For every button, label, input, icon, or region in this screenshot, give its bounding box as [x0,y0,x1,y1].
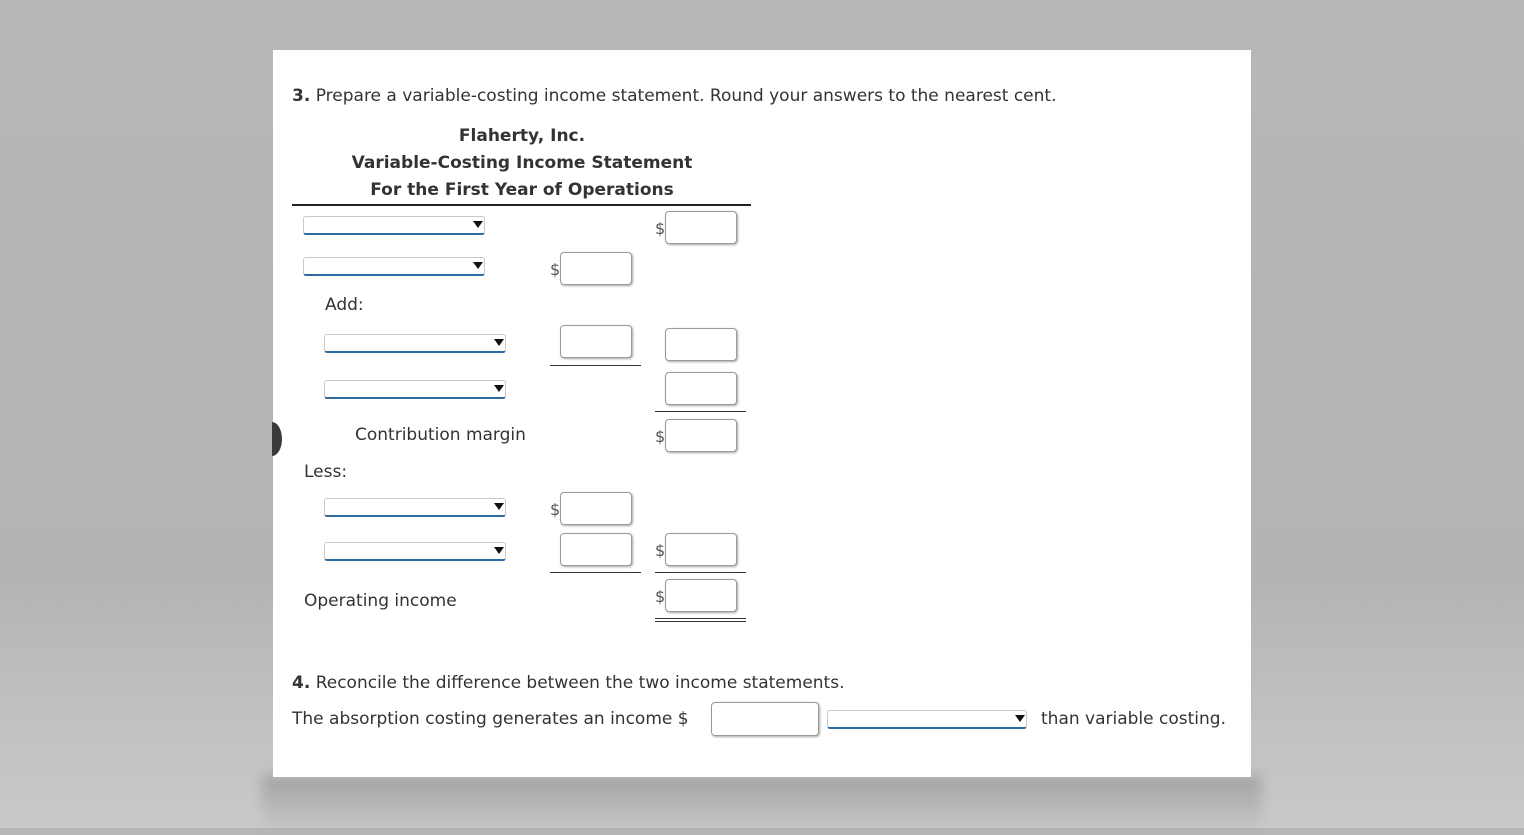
operating-income-input[interactable] [665,579,737,612]
contribution-margin-dollar-sign: $ [655,427,666,446]
question-3-text: Prepare a variable-costing income statement. Round your answers to the nearest cent. [315,86,1057,106]
chevron-down-icon [494,503,504,510]
row3-amount-input[interactable] [560,325,632,358]
row6-total-input[interactable] [665,533,737,566]
chevron-down-icon [494,385,504,392]
chevron-down-icon [494,339,504,346]
contribution-margin-input[interactable] [665,419,737,452]
chevron-down-icon [473,221,483,228]
company-name: Flaherty, Inc. [458,126,586,146]
statement-title: Variable-Costing Income Statement [351,153,693,173]
question-3-prompt [292,86,1056,106]
less-label: Less: [304,462,348,482]
question-4-prompt [292,673,844,693]
row6-account-select[interactable] [324,542,506,561]
row6-underline [550,572,641,573]
question-4-text: Reconcile the difference between the two income statements. [315,673,845,693]
reconcile-sentence-prefix [292,709,689,729]
add-label: Add: [325,295,364,315]
side-handle [262,422,282,456]
contribution-margin-label: Contribution margin [355,425,526,445]
reconcile-amount-input[interactable] [711,702,819,736]
operating-income-label: Operating income [304,591,457,611]
row1-account-select[interactable] [303,216,485,235]
row2-amount-input[interactable] [560,252,632,285]
chevron-down-icon [494,547,504,554]
row4-underline [655,411,746,412]
operating-income-double-underline [655,618,746,622]
question-3-number: 3. [292,86,311,106]
row6-total-underline [655,572,746,573]
row4-total-input[interactable] [665,372,737,405]
row1-total-input[interactable] [665,211,737,244]
statement-period: For the First Year of Operations [370,180,674,200]
chevron-down-icon [1015,715,1025,722]
reconcile-prefix-text: The absorption costing generates an income [292,709,673,729]
chevron-down-icon [473,262,483,269]
header-rule [292,204,751,206]
row5-dollar-sign: $ [550,500,561,519]
row4-account-select[interactable] [324,380,506,399]
row6-amount-input[interactable] [560,533,632,566]
row3-total-input[interactable] [665,328,737,361]
panel-shadow [262,775,1262,835]
reconcile-dollar-sign: $ [677,709,689,729]
row2-dollar-sign: $ [550,260,561,279]
row1-dollar-sign: $ [655,219,666,238]
row6-dollar-sign: $ [655,541,666,560]
reconcile-direction-select[interactable] [827,710,1027,729]
row2-account-select[interactable] [303,257,485,276]
row5-amount-input[interactable] [560,492,632,525]
row3-account-select[interactable] [324,334,506,353]
reconcile-suffix-text: than variable costing. [1041,709,1226,729]
question-4-number: 4. [292,673,311,693]
row3-underline [550,365,641,366]
row5-account-select[interactable] [324,498,506,517]
operating-income-dollar-sign: $ [655,587,666,606]
